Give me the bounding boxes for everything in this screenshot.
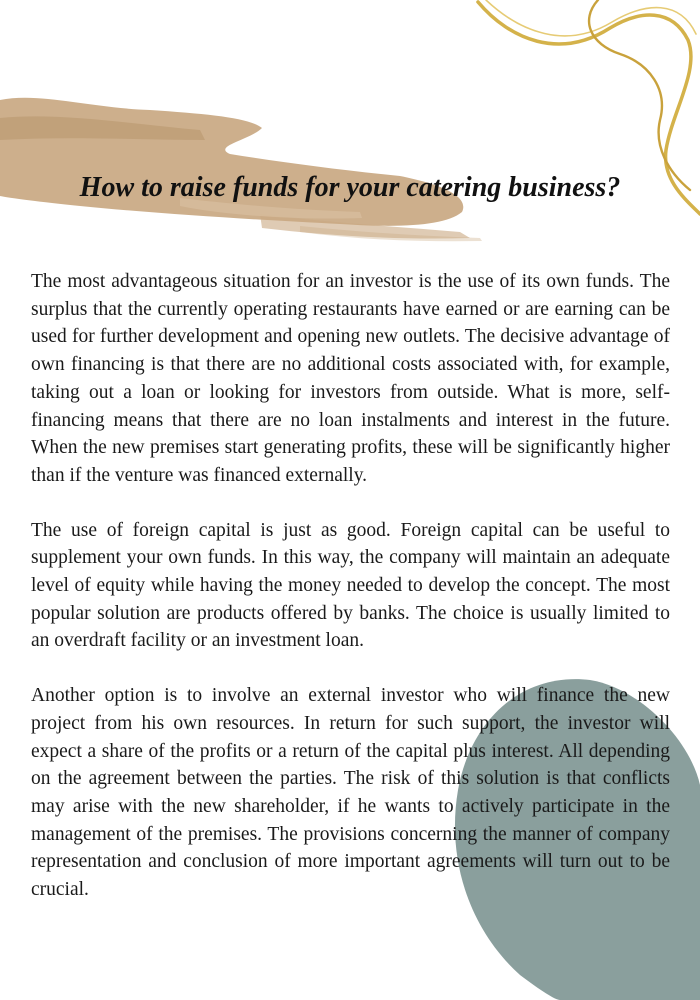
page-title: How to raise funds for your catering business? [79,172,621,203]
paragraph-external-investor: Another option is to involve an external investor who will finance the new project from his own resources. In return for such support, the investor will expect a share of the profits or a return of the capital plus interest. All depending on the agreement between the parties. The risk of this solution is that conflicts may arise with the new shareholder, if he wants to actively participate in the management of the premises. The provisions concerning the manner of company representation and conclusion of more important agreements will turn out to be crucial. [31,685,670,901]
article-body [31,268,670,931]
paragraph-foreign-capital: The use of foreign capital is just as good. Foreign capital can be useful to supplement your own funds. In this way, the company will maintain an adequate level of equity while having the money needed to develop the concept. The most popular solution are products offered by banks. The choice is usually limited to an overdraft facility or an investment loan. [31,519,670,652]
paragraph-own-funds: The most advantageous situation for an investor is the use of its own funds. The surplus that the currently operating restaurants have earned or are earning can be used for further development and opening new outlets. The decisive advantage of own financing is that there are no additional costs associated with, for example, taking out a loan or looking for investors from outside. What is more, self-financing means that there are no loan instalments and interest in the future. When the new premises start generating profits, these will be significantly higher than if the venture was financed externally. [31,271,670,486]
